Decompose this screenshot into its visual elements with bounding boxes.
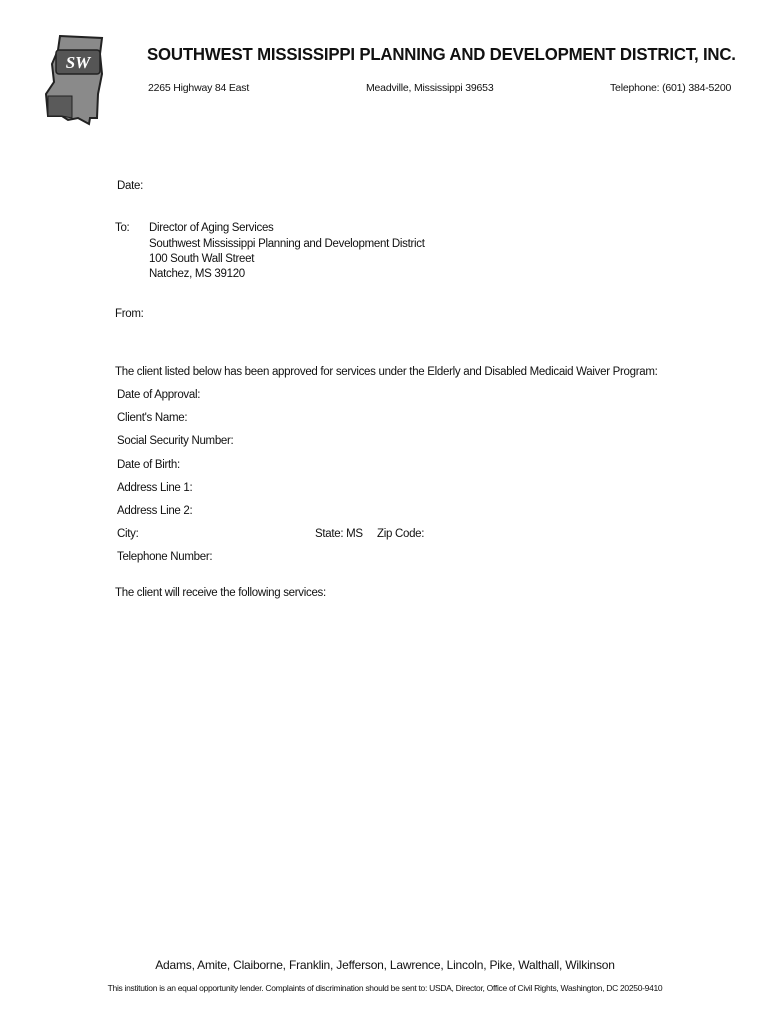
state-label: State: MS: [315, 528, 363, 540]
approval-date-label: Date of Approval:: [117, 389, 201, 401]
footer-counties: Adams, Amite, Claiborne, Franklin, Jefferson, Lawrence, Lincoln, Pike, Walthall, Wilkinson: [155, 958, 615, 972]
ssn-label: Social Security Number:: [117, 435, 234, 447]
organization-name: SOUTHWEST MISSISSIPPI PLANNING AND DEVELOPMENT DISTRICT, INC.: [147, 44, 736, 64]
services-label: The client will receive the following services:: [115, 587, 326, 599]
date-label: Date:: [117, 180, 143, 192]
from-label: From:: [115, 308, 144, 320]
address-line-2-label: Address Line 2:: [117, 505, 193, 517]
footer-disclaimer: This institution is an equal opportunity lender. Complaints of discrimination should be sent to: USDA, Director, Office of Civil Rights, Washington, DC 20250-9410: [107, 983, 663, 993]
dob-label: Date of Birth:: [117, 459, 180, 471]
recipient-line: Natchez, MS 39120: [149, 268, 245, 280]
logo-text: SW: [65, 53, 91, 72]
recipient-line: Southwest Mississippi Planning and Development District: [149, 238, 425, 250]
street-address: 2265 Highway 84 East: [148, 82, 250, 94]
telephone: Telephone: (601) 384-5200: [610, 82, 732, 94]
sw-district-region: [48, 96, 72, 118]
sw-logo: [42, 34, 108, 128]
zip-code-label: Zip Code:: [377, 528, 425, 540]
to-label: To:: [115, 222, 130, 234]
recipient-line: 100 South Wall Street: [149, 253, 255, 265]
client-name-label: Client's Name:: [117, 412, 188, 424]
city-label: City:: [117, 528, 139, 540]
recipient-line: Director of Aging Services: [149, 222, 274, 234]
city-address: Meadville, Mississippi 39653: [366, 82, 494, 94]
approval-intro: The client listed below has been approved for services under the Elderly and Disabled Medicaid Waiver Program:: [115, 366, 658, 378]
telephone-number-label: Telephone Number:: [117, 551, 213, 563]
address-line-1-label: Address Line 1:: [117, 482, 193, 494]
